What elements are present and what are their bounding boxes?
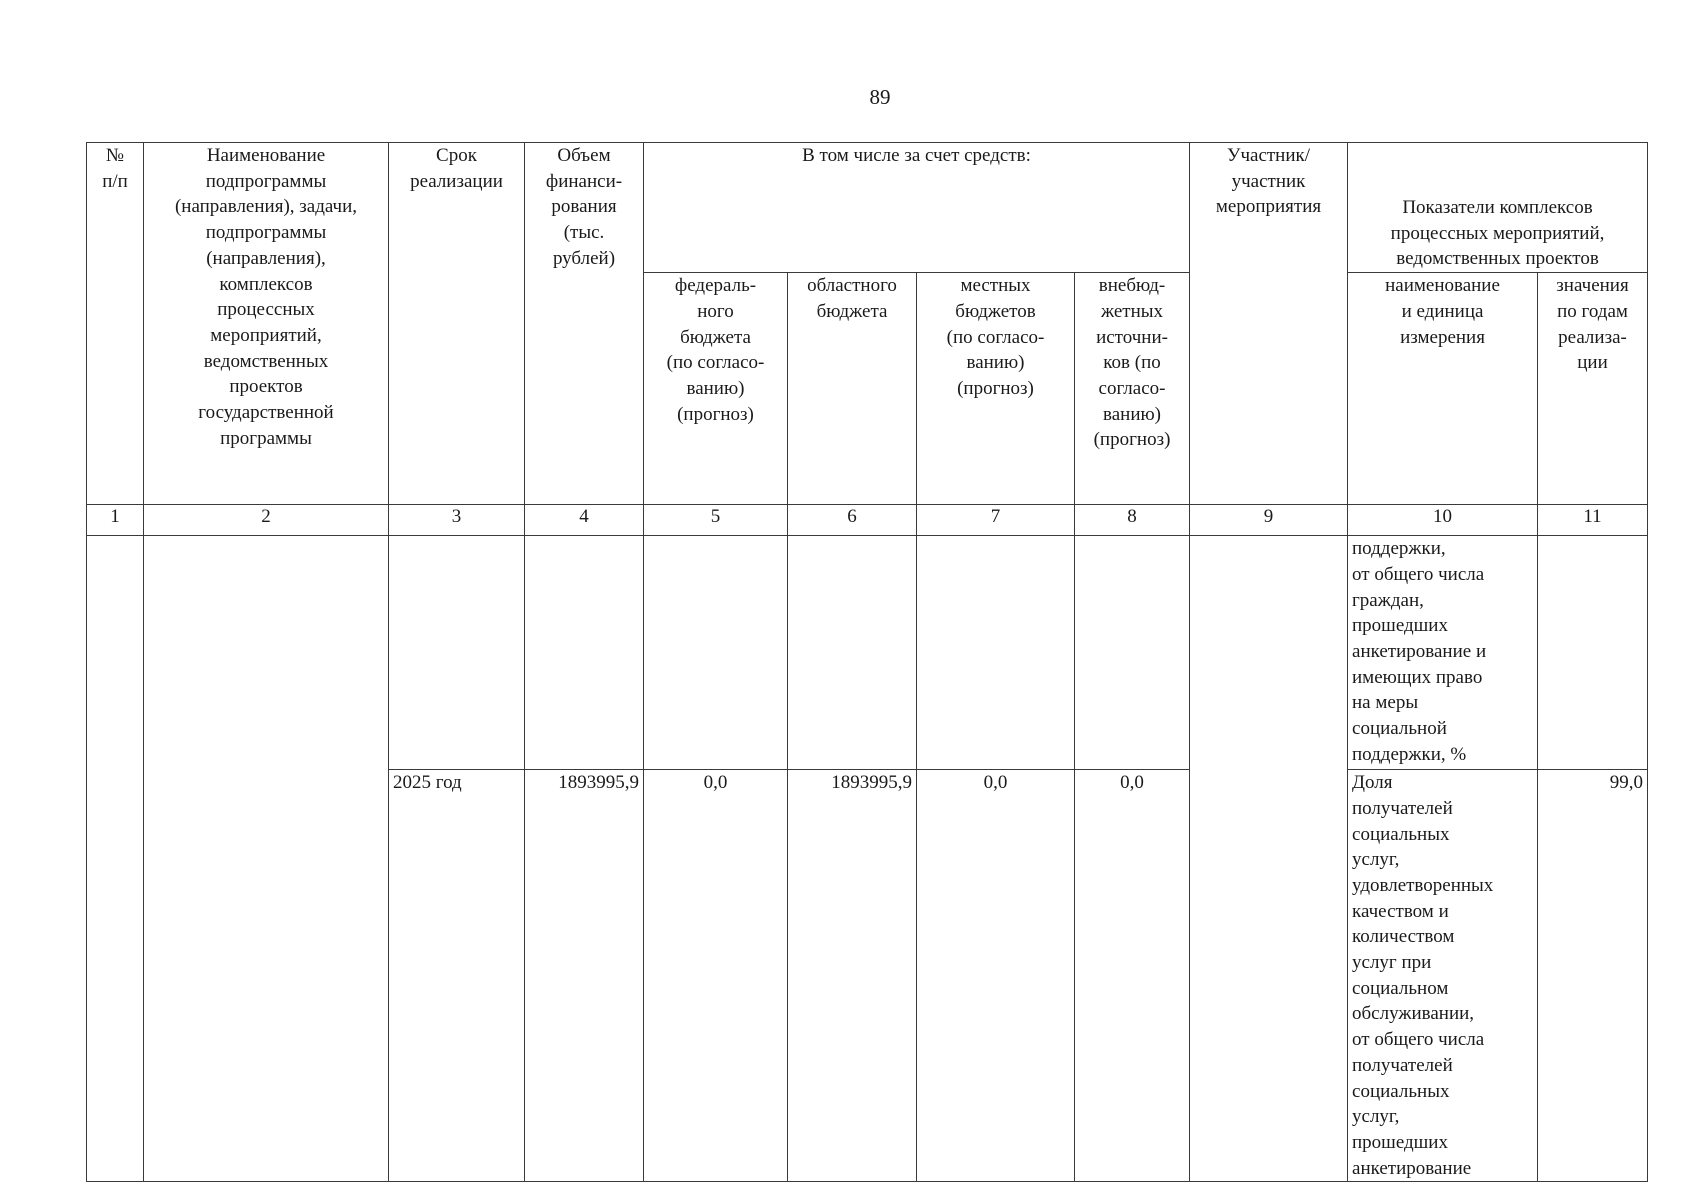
page-number: 89 [869,85,891,109]
header-total: Объем финанси- рования (тыс. рублей) [525,143,644,505]
cell-local [917,536,1075,770]
cell-federal [644,536,788,770]
cell-indicator-value: 99,0 [1538,770,1648,1182]
header-extrabudgetary: внебюд- жетных источни- ков (по согласо- ванию) (прогноз) [1075,273,1190,505]
column-number: 1 [87,505,144,536]
column-number: 8 [1075,505,1190,536]
table-row [87,536,1648,770]
header-local: местных бюджетов (по согласо- ванию) (прогноз) [917,273,1075,505]
cell-local: 0,0 [917,770,1075,1182]
program-table [86,142,1648,1182]
cell-federal: 0,0 [644,770,788,1182]
header-federal: федераль- ного бюджета (по согласо- ванию) (прогноз) [644,273,788,505]
cell-indicator-value [1538,536,1648,770]
header-indicator-name: наименование и единица измерения [1348,273,1538,505]
cell-participant [1190,536,1348,1182]
column-number: 7 [917,505,1075,536]
column-numbers-row [87,505,1648,536]
column-number: 9 [1190,505,1348,536]
cell-extrabudgetary [1075,536,1190,770]
header-regional: областного бюджета [788,273,917,505]
cell-extrabudgetary: 0,0 [1075,770,1190,1182]
cell-total: 1893995,9 [525,770,644,1182]
header-period: Срок реализации [389,143,525,505]
column-number: 2 [144,505,389,536]
cell-indicator-name: Доля получателей социальных услуг, удовлетворенных качеством и количеством услуг при социальном обслуживании, от общего числа получателей социальных услуг, прошедших анкетирование [1348,770,1538,1182]
column-number: 10 [1348,505,1538,536]
header-number: № п/п [87,143,144,505]
cell-number [87,536,144,1182]
cell-regional [788,536,917,770]
cell-total [525,536,644,770]
cell-indicator-name: поддержки, от общего числа граждан, прошедших анкетирование и имеющих право на меры социальной поддержки, % [1348,536,1538,770]
header-participant: Участник/ участник мероприятия [1190,143,1348,505]
header-name: Наименование подпрограммы (направления), задачи, подпрограммы (направления), комплексов процессных мероприятий, ведомственных проектов государственной программы [144,143,389,505]
column-number: 6 [788,505,917,536]
column-number: 4 [525,505,644,536]
cell-name [144,536,389,1182]
header-indicator-value: значения по годам реализа- ции [1538,273,1648,505]
header-indicators-group: Показатели комплексов процессных мероприятий, ведомственных проектов [1348,143,1648,273]
column-number: 11 [1538,505,1648,536]
header-sources-group: В том числе за счет средств: [644,143,1190,273]
cell-period: 2025 год [389,770,525,1182]
cell-regional: 1893995,9 [788,770,917,1182]
column-number: 3 [389,505,525,536]
cell-period [389,536,525,770]
column-number: 5 [644,505,788,536]
